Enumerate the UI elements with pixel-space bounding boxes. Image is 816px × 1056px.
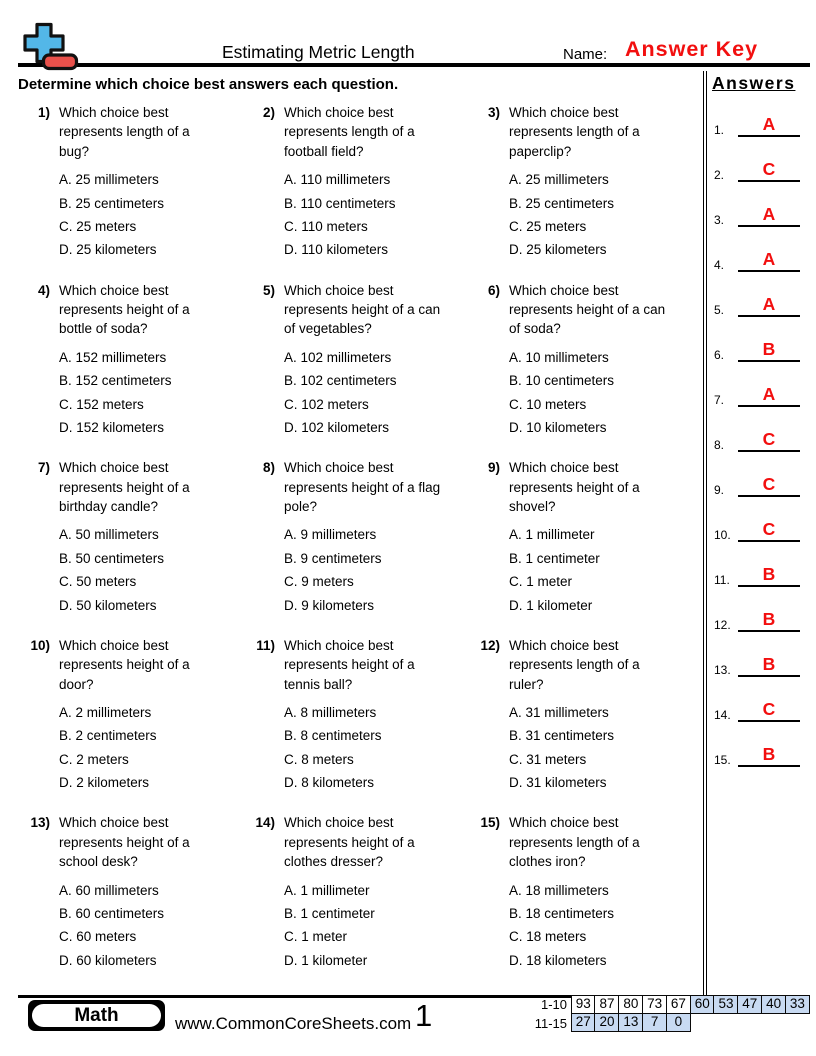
- answer-option: A. 18 millimeters: [509, 882, 609, 898]
- score-cell: 27: [571, 1013, 596, 1032]
- answer-blank-line: [738, 608, 800, 633]
- question-text-line: Which choice best: [509, 815, 619, 831]
- answer-item-number: 12.: [714, 618, 731, 632]
- question-text-line: clothes iron?: [509, 854, 586, 870]
- question: [243, 281, 468, 459]
- question-text: [284, 813, 468, 871]
- answer-option: A. 152 millimeters: [59, 349, 167, 365]
- answer-item: [712, 140, 810, 182]
- answer-option: B. 31 centimeters: [509, 728, 615, 744]
- answer-item: [712, 320, 810, 362]
- question-text: [509, 103, 703, 161]
- question: [243, 103, 468, 281]
- answer-option: D. 31 kilometers: [509, 775, 607, 791]
- answer-option: D. 8 kilometers: [284, 775, 375, 791]
- question: [468, 636, 703, 814]
- answers-title: Answers: [712, 73, 796, 93]
- question-body: [284, 636, 468, 795]
- answer-option: A. 25 millimeters: [509, 172, 609, 188]
- worksheet-title: Estimating Metric Length: [222, 42, 415, 62]
- question-body: [59, 103, 243, 262]
- question-number: 15): [480, 815, 500, 831]
- question-grid: [18, 103, 703, 991]
- question-number: 5): [262, 282, 275, 298]
- score-cell: 80: [618, 995, 643, 1014]
- instruction-text: Determine which choice best answers each question.: [18, 76, 399, 93]
- question-number: 14): [255, 815, 275, 831]
- subject-badge-label: Math: [32, 1004, 161, 1027]
- answer-option: B. 1 centimeter: [509, 550, 600, 566]
- answer-item-number: 13.: [714, 663, 731, 677]
- question-body: [59, 458, 243, 617]
- answer-item-number: 6.: [714, 348, 725, 362]
- answer-option: A. 102 millimeters: [284, 349, 392, 365]
- answer-letter: B: [762, 743, 776, 764]
- score-cell: 0: [666, 1013, 691, 1032]
- answer-item-number: 7.: [714, 393, 725, 407]
- answer-item: [712, 455, 810, 497]
- answer-option: C. 50 meters: [59, 574, 137, 590]
- answer-item: [712, 410, 810, 452]
- answer-item: [712, 275, 810, 317]
- question-number: 6): [487, 282, 500, 298]
- answer-option: C. 25 meters: [59, 219, 137, 235]
- name-label: Name:: [563, 46, 608, 63]
- answer-item-number: 11.: [714, 573, 730, 587]
- answer-item: [712, 590, 810, 632]
- answer-item-number: 9.: [714, 483, 725, 497]
- question-body: [509, 636, 703, 795]
- question-text-line: Which choice best: [59, 282, 169, 298]
- answer-option: A. 9 millimeters: [284, 527, 377, 543]
- question-text-line: Which choice best: [284, 282, 394, 298]
- answer-option: B. 8 centimeters: [284, 728, 382, 744]
- question-text-line: door?: [59, 676, 94, 692]
- answer-item: [712, 500, 810, 542]
- plus-minus-logo-icon: [22, 22, 80, 71]
- content: [18, 71, 810, 995]
- answers-list: [712, 95, 810, 767]
- answer-option: C. 31 meters: [509, 751, 587, 767]
- answer-option: B. 152 centimeters: [59, 373, 172, 389]
- answer-option: C. 102 meters: [284, 396, 369, 412]
- question-options: [509, 523, 703, 617]
- question-text: [509, 458, 703, 516]
- answer-item-number: 2.: [714, 168, 725, 182]
- question-text-line: represents height of a can: [509, 302, 666, 317]
- answer-option: A. 8 millimeters: [284, 705, 377, 720]
- answer-option: A. 1 millimeter: [509, 527, 595, 543]
- answer-option: D. 2 kilometers: [59, 775, 150, 791]
- answer-option: C. 10 meters: [509, 396, 587, 412]
- question-number: 3): [487, 105, 500, 120]
- answer-letter: A: [762, 248, 776, 269]
- question-text-line: represents height of a: [59, 834, 190, 850]
- answer-item-number: 8.: [714, 438, 725, 452]
- question-options: [59, 701, 243, 795]
- answer-blank-line: [738, 518, 800, 543]
- answer-option: B. 110 centimeters: [284, 195, 396, 211]
- header: [18, 0, 810, 67]
- question-options: [284, 879, 468, 973]
- answer-item-number: 1.: [714, 123, 725, 137]
- answer-option: C. 18 meters: [509, 929, 587, 945]
- answer-item: [712, 635, 810, 677]
- answer-letter: C: [762, 158, 776, 179]
- answer-option: D. 25 kilometers: [59, 242, 157, 258]
- question: [18, 281, 243, 459]
- answer-option: D. 25 kilometers: [509, 242, 607, 258]
- answer-option: C. 60 meters: [59, 929, 137, 945]
- answer-letter: B: [762, 338, 776, 359]
- answer-blank-line: [738, 158, 800, 183]
- question-body: [284, 281, 468, 440]
- question: [468, 281, 703, 459]
- question: [243, 636, 468, 814]
- question: [243, 458, 468, 636]
- footer: [18, 995, 810, 1056]
- answer-item: [712, 230, 810, 272]
- answer-option: B. 18 centimeters: [509, 906, 615, 921]
- answer-blank-line: [738, 203, 800, 228]
- answer-option: B. 25 centimeters: [59, 195, 165, 211]
- question-text-line: represents height of a: [509, 479, 640, 495]
- question-options: [284, 523, 468, 617]
- question-text: [59, 103, 243, 161]
- question-text-line: ruler?: [509, 676, 544, 692]
- question-options: [284, 701, 468, 795]
- answer-option: A. 110 millimeters: [284, 172, 391, 188]
- question-text-line: Which choice best: [59, 105, 169, 120]
- answer-option: B. 9 centimeters: [284, 550, 382, 566]
- question: [243, 813, 468, 991]
- answer-letter: C: [762, 473, 776, 494]
- answer-option: D. 18 kilometers: [509, 952, 607, 968]
- answer-blank-line: [738, 248, 800, 273]
- question-text-line: Which choice best: [59, 460, 169, 476]
- answer-blank-line: [738, 653, 800, 678]
- question-options: [509, 701, 703, 795]
- question-body: [284, 458, 468, 617]
- answer-blank-line: [738, 383, 800, 408]
- answer-option: D. 102 kilometers: [284, 420, 390, 436]
- question-text-line: Which choice best: [59, 815, 169, 831]
- question-text-line: represents height of a: [284, 657, 415, 673]
- question-text: [509, 281, 703, 339]
- question: [468, 813, 703, 991]
- question-number: 12): [480, 637, 500, 653]
- answer-option: C. 152 meters: [59, 396, 144, 412]
- question-body: [59, 636, 243, 795]
- question-options: [509, 168, 703, 262]
- question-text-line: Which choice best: [509, 105, 619, 120]
- name-value-answer-key: Answer Key: [625, 37, 759, 61]
- question-text: [509, 813, 703, 871]
- question-text-line: Which choice best: [509, 460, 619, 476]
- score-table-row: [524, 995, 810, 1014]
- question-options: [284, 168, 468, 262]
- answer-blank-line: [738, 473, 800, 498]
- question-body: [509, 813, 703, 972]
- question-text-line: football field?: [284, 143, 364, 159]
- score-cell: 47: [737, 995, 762, 1014]
- question-text: [59, 281, 243, 339]
- question-number: 11): [256, 637, 275, 653]
- answer-letter: C: [762, 428, 776, 449]
- answer-option: A. 31 millimeters: [509, 705, 609, 720]
- question-body: [59, 813, 243, 972]
- question-text-line: represents length of a: [509, 834, 640, 850]
- question-options: [284, 346, 468, 440]
- score-cell: 7: [642, 1013, 667, 1032]
- question-text: [284, 103, 468, 161]
- question: [18, 103, 243, 281]
- answer-option: B. 10 centimeters: [509, 373, 615, 389]
- score-cell: 73: [642, 995, 667, 1014]
- question-options: [59, 879, 243, 973]
- question-text-line: represents length of a: [59, 124, 190, 140]
- answer-item-number: 3.: [714, 213, 725, 227]
- question-number: 1): [37, 105, 50, 120]
- question-text-line: represents length of a: [509, 124, 640, 140]
- question: [18, 636, 243, 814]
- question-text-line: Which choice best: [284, 105, 394, 120]
- answer-option: D. 10 kilometers: [509, 420, 607, 436]
- question-options: [59, 168, 243, 262]
- question-text: [509, 636, 703, 694]
- answer-option: D. 110 kilometers: [284, 242, 389, 258]
- answer-blank-line: [738, 698, 800, 723]
- question-text-line: of vegetables?: [284, 321, 372, 337]
- answer-option: A. 25 millimeters: [59, 172, 159, 188]
- question-body: [59, 281, 243, 440]
- questions-area: [18, 71, 703, 995]
- answer-item: [712, 95, 810, 137]
- score-row-label: 11-15: [534, 1016, 568, 1031]
- answer-option: A. 10 millimeters: [509, 349, 609, 365]
- answer-option: B. 60 centimeters: [59, 906, 165, 921]
- answer-option: A. 50 millimeters: [59, 527, 159, 543]
- question-options: [59, 523, 243, 617]
- answer-blank-line: [738, 113, 800, 138]
- answer-option: B. 25 centimeters: [509, 195, 615, 211]
- question-text-line: pole?: [284, 499, 318, 514]
- answer-option: C. 25 meters: [509, 219, 587, 235]
- answer-letter: C: [762, 518, 776, 539]
- answer-letter: A: [762, 113, 776, 134]
- question-body: [509, 281, 703, 440]
- answers-panel: [703, 71, 810, 995]
- question-number: 7): [37, 460, 50, 476]
- answer-option: C. 1 meter: [284, 929, 348, 945]
- question-text-line: Which choice best: [509, 282, 619, 298]
- score-table-row: [524, 1014, 810, 1033]
- answer-letter: B: [762, 608, 776, 629]
- question-text-line: bottle of soda?: [59, 321, 148, 337]
- answer-letter: C: [762, 698, 776, 719]
- website-url: www.CommonCoreSheets.com: [175, 1014, 412, 1033]
- question-number: 9): [487, 460, 500, 476]
- answer-item-number: 5.: [714, 303, 725, 317]
- answer-blank-line: [738, 428, 800, 453]
- question-text-line: Which choice best: [284, 460, 394, 476]
- question-options: [509, 879, 703, 973]
- question-text: [284, 636, 468, 694]
- score-cell: 93: [571, 995, 596, 1014]
- question-text-line: represents height of a flag: [284, 479, 441, 495]
- question-text: [284, 281, 468, 339]
- score-cell: 20: [594, 1013, 619, 1032]
- question-text-line: bug?: [59, 143, 90, 159]
- score-cell: 87: [594, 995, 619, 1014]
- question-text-line: Which choice best: [284, 815, 394, 831]
- question-body: [284, 813, 468, 972]
- question: [18, 813, 243, 991]
- answer-option: D. 1 kilometer: [284, 952, 368, 968]
- question-text-line: represents height of a: [59, 657, 190, 673]
- answer-letter: A: [762, 293, 776, 314]
- answer-option: B. 50 centimeters: [59, 550, 165, 566]
- answer-item-number: 15.: [714, 753, 731, 767]
- question-options: [59, 346, 243, 440]
- answer-option: C. 9 meters: [284, 574, 354, 590]
- question-number: 13): [30, 815, 50, 831]
- question-text: [59, 813, 243, 871]
- question-text-line: birthday candle?: [59, 499, 159, 514]
- question-text-line: represents height of a: [284, 834, 415, 850]
- answer-option: C. 110 meters: [284, 219, 368, 235]
- question: [468, 103, 703, 281]
- score-cell: 13: [618, 1013, 643, 1032]
- answer-option: D. 1 kilometer: [509, 597, 593, 613]
- question: [18, 458, 243, 636]
- answer-letter: B: [762, 563, 776, 584]
- question-text-line: Which choice best: [59, 637, 169, 653]
- answer-item: [712, 365, 810, 407]
- answer-option: A. 60 millimeters: [59, 882, 159, 898]
- question-text-line: of soda?: [509, 321, 561, 337]
- answer-option: D. 9 kilometers: [284, 597, 375, 613]
- answer-blank-line: [738, 293, 800, 318]
- subject-badge: [28, 1000, 165, 1031]
- score-cell: 40: [761, 995, 786, 1014]
- question-text-line: tennis ball?: [284, 676, 353, 692]
- answer-option: D. 152 kilometers: [59, 420, 165, 436]
- score-cell: 60: [690, 995, 715, 1014]
- answer-item-number: 4.: [714, 258, 725, 272]
- answer-option: D. 50 kilometers: [59, 597, 157, 613]
- score-table: [524, 995, 810, 1033]
- question-number: 8): [262, 460, 275, 476]
- answer-option: A. 1 millimeter: [284, 882, 370, 898]
- question-options: [509, 346, 703, 440]
- question-text-line: Which choice best: [509, 637, 619, 653]
- answer-blank-line: [738, 743, 800, 768]
- answer-letter: A: [762, 203, 776, 224]
- question-text-line: shovel?: [509, 499, 556, 514]
- answer-option: B. 102 centimeters: [284, 373, 397, 389]
- question-text-line: paperclip?: [509, 143, 572, 159]
- answer-option: C. 8 meters: [284, 751, 354, 767]
- answer-letter: B: [762, 653, 776, 674]
- question-text-line: clothes dresser?: [284, 854, 384, 870]
- answer-blank-line: [738, 563, 800, 588]
- score-row-label: 1-10: [541, 997, 568, 1012]
- question-text-line: school desk?: [59, 854, 138, 870]
- answer-option: B. 1 centimeter: [284, 906, 375, 921]
- answer-option: C. 2 meters: [59, 751, 129, 767]
- question-number: 4): [37, 282, 50, 298]
- question-text-line: represents height of a: [59, 479, 190, 495]
- answer-option: A. 2 millimeters: [59, 705, 152, 720]
- question-body: [509, 103, 703, 262]
- question-text-line: represents length of a: [284, 124, 415, 140]
- question: [468, 458, 703, 636]
- question-text: [284, 458, 468, 516]
- answer-option: D. 60 kilometers: [59, 952, 157, 968]
- answer-blank-line: [738, 338, 800, 363]
- answer-item: [712, 725, 810, 767]
- page-number: 1: [415, 998, 433, 1033]
- answer-option: B. 2 centimeters: [59, 728, 157, 744]
- answer-item: [712, 680, 810, 722]
- score-cell: 67: [666, 995, 691, 1014]
- question-text-line: represents height of a can: [284, 302, 441, 317]
- question-body: [509, 458, 703, 617]
- answer-item: [712, 185, 810, 227]
- answer-item: [712, 545, 810, 587]
- answer-option: C. 1 meter: [509, 574, 573, 590]
- question-text: [59, 636, 243, 694]
- question-body: [284, 103, 468, 262]
- answer-item-number: 14.: [714, 708, 731, 722]
- question-text-line: represents height of a: [59, 302, 190, 317]
- question-text-line: represents length of a: [509, 657, 640, 673]
- question-text: [59, 458, 243, 516]
- score-cell: 33: [785, 995, 810, 1014]
- question-number: 2): [262, 105, 275, 120]
- score-cell: 53: [713, 995, 738, 1014]
- question-number: 10): [30, 637, 50, 653]
- answer-letter: A: [762, 383, 776, 404]
- question-text-line: Which choice best: [284, 637, 394, 653]
- answer-item-number: 10.: [714, 528, 731, 542]
